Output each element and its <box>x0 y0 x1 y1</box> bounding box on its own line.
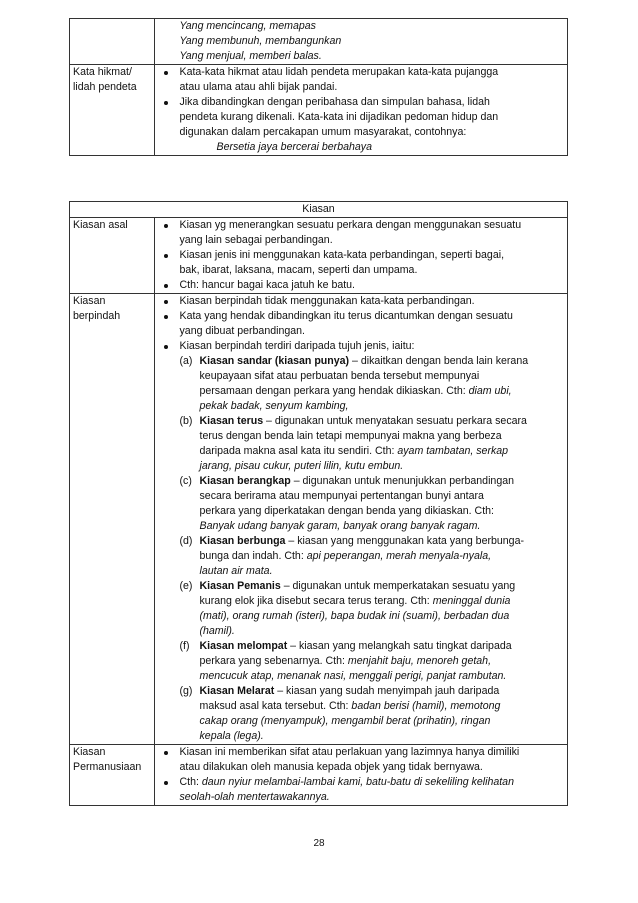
bullet-icon <box>164 71 168 75</box>
lidah-pendeta-table <box>69 18 568 156</box>
row-content: Kiasan ini memberikan sifat atau perlakuan yang lazimnya hanya dimiliki atau dilakukan oleh manusia kepada objek yang tidak bernyawa. Cth: daun nyiur melambai-lambai kami, batu-batu di sekeliling kelihatan seolah-olah mentertawakannya. <box>177 745 568 806</box>
bullet-icon <box>164 781 168 785</box>
kiasan-type-f: (f) Kiasan melompat – kiasan yang melangkah satu tingkat daripada perkara yang sebenarnya. Cth: menjahit baju, menoreh getah, mencucuk atap, menanak nasi, menggali perigi, panjat rambutan. <box>179 640 512 682</box>
row-label: Kata hikmat/ lidah pendeta <box>70 65 155 156</box>
row-content: Kiasan yg menerangkan sesuatu perkara dengan menggunakan sesuatu yang lain sebagai perbandingan. Kiasan jenis ini menggunakan kata-kata perbandingan, seperti bagai, bak, ibarat, laksana, macam, seperti dan umpama. Cth: hancur bagai kaca jatuh ke batu. <box>177 218 568 294</box>
table-row <box>70 218 568 294</box>
kiasan-type-a: (a) Kiasan sandar (kiasan punya) – dikaitkan dengan benda lain kerana keupayaan sifat atau perbuatan benda tersebut mempunyai persamaan dengan perkara yang hendak dikiaskan. Cth: diam ubi, pekak badak, senyum kambing, <box>179 355 529 412</box>
bullet-icon <box>164 284 168 288</box>
row-content: Kiasan berpindah tidak menggunakan kata-kata perbandingan. Kata yang hendak dibandingkan itu terus dicantumkan dengan sesuatu yang dibuat perbandingan. Kiasan berpindah terdiri daripada tujuh jenis, iaitu: (a) Kiasan sandar (kiasan punya) – dikaitkan dengan benda lain kerana keupayaan sifat atau perbuatan benda tersebut mempunyai persamaan dengan perkara yang hendak dikiaskan. Cth: diam ubi, pekak badak, senyum kambing, (b) Kiasan terus – digunakan untuk menyatakan sesuatu perkara secara terus dengan benda lain tetapi mempunyai makna yang berbeza daripada makna asal kata itu sendiri. Cth: ayam tambatan, serkap jarang, pisau cukur, puteri lilin, kutu embun. (c) Kiasan berangkap – digunakan untuk menunjukkan perbandingan secara berirama atau mempunyai pertentangan bunyi antara perkara yang diperkatakan dengan benda yang dikiaskan. Cth: Banyak udang banyak garam, banyak orang banyak ragam. (d) Kiasan berbunga – kiasan yang menggunakan kata yang berbunga- bunga dan indah. Cth: api peperangan, merah menyala-nyala, lautan air mata. (e) Kiasan Pemanis – digunakan untuk memperkatakan sesuatu yang kurang elok jika disebut secara terus terang. Cth: meninggal dunia (mati), orang rumah (isteri), bapa budak ini (suami), berbadan dua (hamil). (f) Kiasan melompat – kiasan yang melangkah satu tingkat daripada perkara yang sebenarnya. Cth: menjahit baju, menoreh getah, mencucuk atap, menanak nasi, menggali perigi, panjat rambutan. (g) Kiasan Melarat – kiasan yang sudah menyimpah jauh daripada maksud asal kata tersebut. Cth: badan berisi (hamil), memotong cakap orang (menyampuk), mengambil berat (prihatin), ringan kepala (lega). <box>177 294 568 745</box>
row-label: Kiasan Permanusiaan <box>70 745 155 806</box>
bullet-icon <box>164 751 168 755</box>
example-text: Bersetia jaya bercerai berbahaya <box>216 141 372 153</box>
bullet-icon <box>164 345 168 349</box>
quote-line: Yang menjual, memberi balas. <box>179 50 322 62</box>
kiasan-type-d: (d) Kiasan berbunga – kiasan yang menggunakan kata yang berbunga- bunga dan indah. Cth: api peperangan, merah menyala-nyala, lautan air mata. <box>179 535 524 577</box>
row-content: Kata-kata hikmat atau lidah pendeta merupakan kata-kata pujangga atau ulama atau ahli bijak pandai. Jika dibandingkan dengan peribahasa dan simpulan bahasa, lidah pendeta kurang dikenali. Kata-kata ini dijadikan pedoman hidup dan digunakan dalam percakapan umum masyarakat, contohnya: Bersetia jaya bercerai berbahaya <box>177 65 568 156</box>
quote-line: Yang mencincang, memapas <box>179 20 316 32</box>
bullet-icon <box>164 315 168 319</box>
quote-lines <box>177 19 568 65</box>
quote-line: Yang membunuh, membangunkan <box>179 35 342 47</box>
row-label: Kiasan asal <box>70 218 155 294</box>
kiasan-type-b: (b) Kiasan terus – digunakan untuk menyatakan sesuatu perkara secara terus dengan benda lain tetapi mempunyai makna yang berbeza daripada makna asal kata itu sendiri. Cth: ayam tambatan, serkap jarang, pisau cukur, puteri lilin, kutu embun. <box>179 415 527 472</box>
table-row <box>70 294 568 745</box>
bullet-icon <box>164 224 168 228</box>
table-row <box>70 745 568 806</box>
row-label: Kiasan berpindah <box>70 294 155 745</box>
table-row <box>70 65 568 156</box>
bullet-icon <box>164 254 168 258</box>
kiasan-type-e: (e) Kiasan Pemanis – digunakan untuk memperkatakan sesuatu yang kurang elok jika disebut secara terus terang. Cth: meninggal dunia (mati), orang rumah (isteri), bapa budak ini (suami), berbadan dua (hamil). <box>179 580 516 637</box>
table-row <box>70 19 568 65</box>
bullet-icon <box>164 101 168 105</box>
empty-cell <box>70 19 155 65</box>
page-number: 28 <box>313 838 325 849</box>
bullet-icon <box>164 300 168 304</box>
kiasan-type-c: (c) Kiasan berangkap – digunakan untuk menunjukkan perbandingan secara berirama atau mempunyai pertentangan bunyi antara perkara yang diperkatakan dengan benda yang dikiaskan. Cth: Banyak udang banyak garam, banyak orang banyak ragam. <box>179 475 514 532</box>
table-header-row <box>70 202 568 218</box>
kiasan-type-g: (g) Kiasan Melarat – kiasan yang sudah menyimpah jauh daripada maksud asal kata tersebut. Cth: badan berisi (hamil), memotong cakap orang (menyampuk), mengambil berat (prihatin), ringan kepala (lega). <box>179 685 501 742</box>
table-header: Kiasan <box>70 202 568 218</box>
kiasan-table <box>69 201 568 806</box>
